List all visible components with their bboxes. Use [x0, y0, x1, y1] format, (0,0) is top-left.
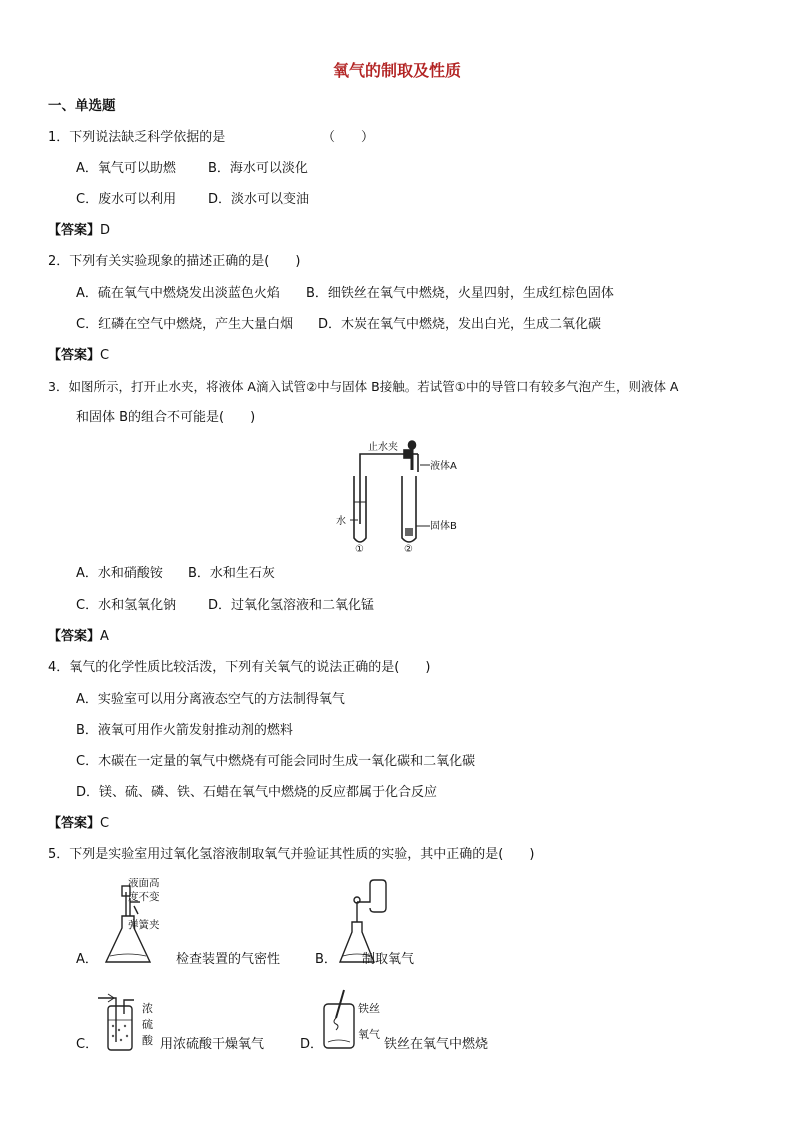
label-spring-clamp: 弹簧夹	[128, 919, 160, 931]
q4-option-d: D．镁、硫、磷、铁、石蜡在氧气中燃烧的反应都属于化合反应	[76, 785, 438, 800]
answer-label: 【答案】	[48, 816, 101, 831]
q2-answer	[48, 347, 109, 365]
label-water: 水	[336, 516, 346, 527]
q4-option-b: B．液氧可用作火箭发射推动剂的燃料	[76, 723, 293, 738]
q5-option-b-text: 制取氧气	[362, 952, 415, 967]
q3-option-b: B．水和生石灰	[188, 566, 275, 581]
q3-stem-line2: 和固体 B的组合不可能是( )	[76, 410, 256, 425]
q1-paren: （ ）	[322, 130, 375, 145]
answer-label: 【答案】	[48, 629, 101, 644]
q1-answer-value: D	[100, 223, 111, 238]
document-title: 氧气的制取及性质	[332, 61, 461, 80]
label-conc: 浓	[142, 1002, 153, 1015]
label-tube-2: ②	[404, 544, 413, 555]
q3-stem-line1: 3．如图所示，打开止水夹，将液体 A滴入试管②中与固体 B接触。若试管①中的导管口有较多气泡产生，则液体 A	[48, 379, 679, 394]
q4-answer	[48, 815, 109, 833]
label-tube-1: ①	[355, 544, 364, 555]
q5-option-d-text: 铁丝在氧气中燃烧	[384, 1037, 489, 1052]
q3-apparatus-figure	[330, 440, 490, 560]
answer-label: 【答案】	[48, 348, 101, 363]
q1-answer	[48, 222, 110, 240]
section-heading: 一、单选题	[48, 98, 116, 114]
label-oxygen: 氧气	[358, 1028, 380, 1041]
q3-option-d: D．过氧化氢溶液和二氧化锰	[208, 598, 375, 613]
q4-option-c: C．木碳在一定量的氧气中燃烧有可能会同时生成一氧化碳和二氧化碳	[76, 754, 476, 769]
q5-figure-a	[96, 878, 176, 972]
q5-option-d-letter: D．	[300, 1037, 324, 1052]
q1-option-b: B．海水可以淡化	[208, 161, 308, 176]
q2-answer-value: C	[100, 348, 110, 363]
q2-stem: 2．下列有关实验现象的描述正确的是( )	[48, 254, 301, 269]
label-liquid-level-2: 度不变	[128, 891, 160, 903]
q1-stem: 1．下列说法缺乏科学依据的是	[48, 130, 226, 145]
q2-option-a: A．硫在氧气中燃烧发出淡蓝色火焰	[76, 286, 280, 301]
label-solid-b: 固体B	[430, 521, 457, 532]
q3-answer	[48, 628, 109, 646]
q5-option-c-letter: C．	[76, 1037, 99, 1052]
q5-option-b-letter: B．	[315, 952, 337, 967]
q5-option-a-text: 检查装置的气密性	[176, 952, 281, 967]
label-acid: 酸	[142, 1034, 153, 1047]
label-iron-wire: 铁丝	[358, 1002, 380, 1015]
q3-option-a: A．水和硝酸铵	[76, 566, 163, 581]
q3-answer-value: A	[100, 629, 109, 644]
q5-stem: 5．下列是实验室用过氧化氢溶液制取氧气并验证其性质的实验，其中正确的是( )	[48, 847, 535, 862]
q5-option-a-letter: A．	[76, 952, 98, 967]
label-sulfuric: 硫	[142, 1018, 153, 1031]
q4-answer-value: C	[100, 816, 110, 831]
q3-option-c: C．水和氢氧化钠	[76, 598, 177, 613]
q1-option-d: D．淡水可以变油	[208, 192, 310, 207]
q1-option-a: A．氧气可以助燃	[76, 161, 176, 176]
q2-option-c: C．红磷在空气中燃烧，产生大量白烟	[76, 317, 294, 332]
q5-figure-d	[318, 986, 384, 1056]
q2-option-d: D．木炭在氧气中燃烧，发出白光，生成二氧化碳	[318, 317, 602, 332]
label-liquid-a: 液体A	[430, 461, 457, 472]
label-liquid-level-1: 液面高	[128, 878, 160, 889]
q1-option-c: C．废水可以利用	[76, 192, 177, 207]
q5-figure-c	[94, 992, 164, 1060]
answer-label: 【答案】	[48, 223, 101, 238]
q4-option-a: A．实验室可以用分离液态空气的方法制得氧气	[76, 692, 345, 707]
q2-option-b: B．细铁丝在氧气中燃烧，火星四射，生成红棕色固体	[306, 286, 614, 301]
q5-option-c-text: 用浓硫酸干燥氧气	[160, 1037, 265, 1052]
label-clamp: 止水夹	[368, 442, 398, 453]
q4-stem: 4．氧气的化学性质比较活泼，下列有关氧气的说法正确的是( )	[48, 660, 431, 675]
